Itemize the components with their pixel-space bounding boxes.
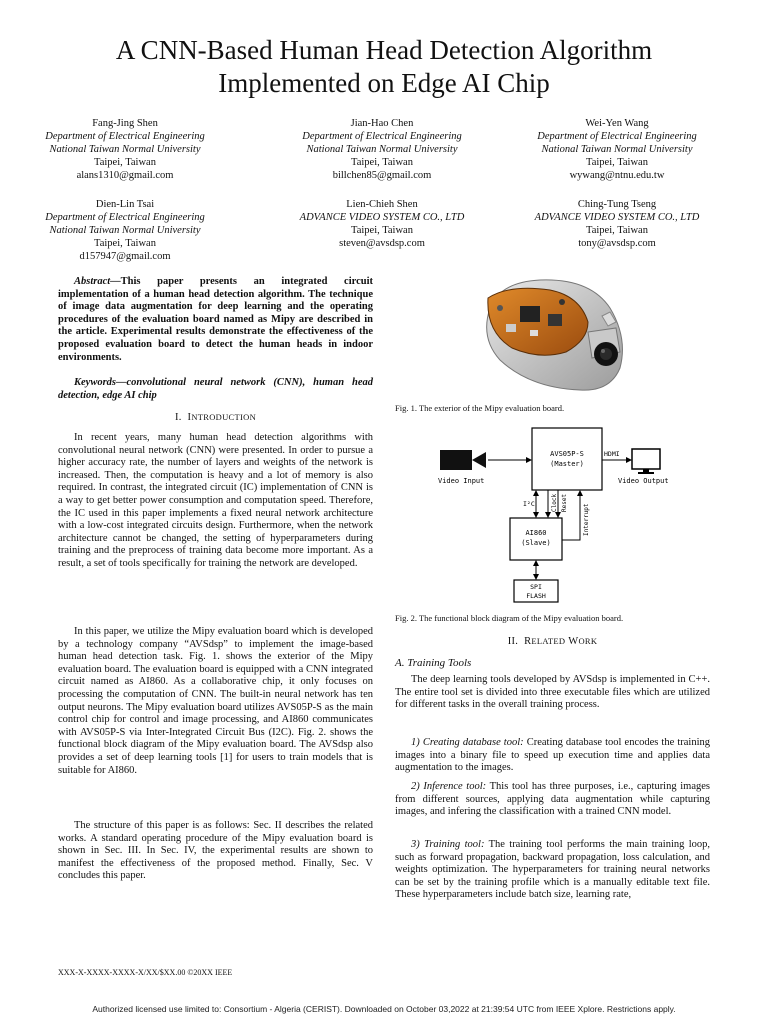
interrupt-label: Interrupt	[583, 503, 590, 536]
intro-paragraph-1	[58, 432, 373, 571]
author-city: Taipei, Taiwan	[586, 225, 648, 236]
author-affiliation: National Taiwan Normal University	[541, 144, 693, 155]
slave-chip-label: AI860	[525, 529, 547, 537]
author-email[interactable]: alans1310@gmail.com	[76, 170, 174, 181]
slave-role-label: (Slave)	[521, 539, 551, 547]
intro-paragraph-2	[58, 626, 373, 777]
section-number: I.	[174, 412, 182, 423]
tool-3-heading: 3) Training tool:	[411, 839, 485, 850]
master-chip-box	[532, 428, 602, 490]
author-block-6	[497, 198, 737, 250]
author-affiliation: ADVANCE VIDEO SYSTEM CO., LTD	[534, 212, 700, 223]
author-city: Taipei, Taiwan	[351, 225, 413, 236]
title-line-1: A CNN-Based Human Head Detection Algorithm	[115, 35, 653, 65]
tools-paragraph-1	[395, 674, 710, 712]
author-city: Taipei, Taiwan	[94, 157, 156, 168]
author-email[interactable]: wywang@ntnu.edu.tw	[569, 170, 665, 181]
author-block-2	[262, 117, 502, 182]
author-block-1	[5, 117, 245, 182]
author-block-4	[5, 198, 245, 263]
video-input-label: Video Input	[438, 477, 485, 485]
keywords	[58, 377, 373, 402]
reset-label: Reset	[561, 493, 568, 512]
author-email[interactable]: d157947@gmail.com	[79, 251, 171, 262]
author-city: Taipei, Taiwan	[94, 238, 156, 249]
section-heading-related-work	[395, 636, 710, 647]
camera-icon	[440, 450, 486, 470]
hdmi-label: HDMI	[604, 450, 620, 458]
author-name: Fang-Jing Shen	[92, 118, 158, 129]
intro-text-2: In this paper, we utilize the Mipy evaluation board which is developed by a technology company “AVSdsp” to implement the image-based human head detection task. Fig. 1. shows the exterior of the Mipy evaluation board. The evaluation board is equipped with a CNN integrated circuit named as AI860. As a collaborative chip, it only focuses on processing the computation of CNN. The built-in neural network has ten output neurons. The Mipy evaluation board utilizes AVS05P-S as the main control chip for control and image processing, and AI860 communicates with AVS05P-S via Inter-Integrated Circuit Bus (I2C). Fig. 2. shows the functional block diagram of the Mipy evaluation board. The AVSdsp also provides a set of deep learning tools [1] for users to train models that is suitable for AI860.	[58, 626, 373, 776]
intro-paragraph-3	[58, 820, 373, 883]
author-name: Wei-Yen Wang	[585, 118, 649, 129]
master-role-label: (Master)	[550, 460, 584, 468]
author-email[interactable]: steven@avsdsp.com	[339, 238, 425, 249]
author-name: Dien-Lin Tsai	[95, 199, 155, 210]
title-line-2: Implemented on Edge AI Chip	[218, 68, 550, 98]
tool-2-text: This tool has three purposes, i.e., capturing images from different sources, applying data augmentation while capturing images, and infering the classification with a trained CNN model.	[395, 781, 710, 818]
abstract-text: —This paper presents an integrated circuit implementation of a human head detection algorithm. The technique of image data augmentation for deep learning and the operating procedures of the evaluation board named as Mipy are described in the article. Experimental results demonstrate the effectiveness of the proposed evaluation board to detect the human heads in indoor environments.	[58, 276, 373, 363]
ieee-copyright-id: XXX-X-XXXX-XXXX-X/XX/$XX.00 ©20XX IEEE	[58, 968, 233, 977]
author-email[interactable]: tony@avsdsp.com	[578, 238, 656, 249]
author-name: Lien-Chieh Shen	[346, 199, 418, 210]
mipy-board-photo	[470, 268, 630, 398]
tools-text-1: The deep learning tools developed by AVSdsp is implemented in C++. The entire tool set is divided into three executable files which are utilized for different tasks in the overall training process.	[395, 674, 710, 711]
tool-2-paragraph	[395, 781, 710, 819]
clock-label: Clock	[551, 493, 558, 512]
video-output-label: Video Output	[618, 477, 669, 485]
abstract-lead: Abstract	[74, 276, 111, 287]
flash-label-2: FLASH	[526, 592, 546, 600]
tool-2-heading: 2) Inference tool:	[411, 781, 487, 792]
author-name: Ching-Tung Tseng	[577, 199, 657, 210]
author-name: Jian-Hao Chen	[350, 118, 414, 129]
author-affiliation: Department of Electrical Engineering	[45, 212, 205, 223]
figure-2-caption: Fig. 2. The functional block diagram of the Mipy evaluation board.	[395, 613, 624, 623]
author-affiliation: National Taiwan Normal University	[49, 144, 201, 155]
subsection-heading-training-tools: A. Training Tools	[395, 657, 472, 669]
tool-3-text: The training tool performs the main training loop, such as forward propagation, backward propagation, loss calculation, and weights optimization. The hyperparameters for training neural networks can be set by the training profile which is a manually editable text file. These hyperparameters include batch size, learning rate,	[395, 839, 710, 901]
master-chip-label: AVS05P-S	[550, 450, 584, 458]
section-title-initial: W	[568, 636, 579, 647]
paper-title	[40, 34, 728, 100]
author-affiliation: ADVANCE VIDEO SYSTEM CO., LTD	[299, 212, 465, 223]
author-city: Taipei, Taiwan	[586, 157, 648, 168]
section-title-rest: NTRODUCTION	[191, 412, 257, 422]
monitor-icon	[632, 449, 660, 474]
author-affiliation: National Taiwan Normal University	[306, 144, 458, 155]
figure-1-caption: Fig. 1. The exterior of the Mipy evaluation board.	[395, 403, 565, 413]
section-number: II.	[507, 636, 519, 647]
tool-1-heading: 1) Creating database tool:	[411, 737, 524, 748]
i2c-label: I²C	[523, 500, 535, 508]
license-notice: Authorized licensed use limited to: Consortium - Algeria (CERIST). Downloaded on October 03,2022 at 21:39:54 UTC from IEEE Xplore. Restrictions apply.	[92, 1004, 676, 1014]
section-title-initial: R	[524, 636, 532, 647]
tool-3-paragraph	[395, 839, 710, 902]
functional-block-diagram	[432, 420, 682, 605]
author-affiliation: Department of Electrical Engineering	[537, 131, 697, 142]
intro-text-3: The structure of this paper is as follows: Sec. II describes the related works. A standard operating procedure of the Mipy evaluation board is shown in Sec. III. In Sec. IV, the experimental results are shown to manifest the effectiveness of the proposed method. Finally, Sec. V concludes this paper.	[58, 820, 373, 882]
author-affiliation: National Taiwan Normal University	[49, 225, 201, 236]
intro-text-1: In recent years, many human head detection algorithms with convolutional neural network (CNN) were presented. In order to pursue a higher accuracy rate, the number of layers and weights of the network is increased. Then, the computation is heavy and a lot of memory is also required. In contrast, the integrated circuit (IC) implementation of CNN is a way to get better power consumption and computation speed. Therefore, the IC used in this paper implements a fixed neural network architecture with a low-cost integrated circuits design. Furthermore, when the network architecture cannot be changed, the setting of hyperparameters during training and the preprocess of training data become more important. As a result, a set of tools specifically for training the network are developed.	[58, 432, 373, 569]
author-affiliation: Department of Electrical Engineering	[302, 131, 462, 142]
author-email[interactable]: billchen85@gmail.com	[332, 170, 432, 181]
section-heading-introduction	[58, 412, 373, 423]
author-block-5	[262, 198, 502, 250]
author-block-3	[497, 117, 737, 182]
tool-1-text: Creating database tool encodes the training images into a binary file to speed up execution time and applies data augmentation to the images.	[395, 737, 710, 774]
flash-label-1: SPI	[530, 583, 542, 591]
author-affiliation: Department of Electrical Engineering	[45, 131, 205, 142]
tool-1-paragraph	[395, 737, 710, 775]
section-title-rest: ELATED	[531, 636, 566, 646]
section-title-rest: ORK	[578, 636, 598, 646]
abstract	[58, 276, 373, 364]
keywords-text: Keywords—convolutional neural network (CNN), human head detection, edge AI chip	[58, 377, 373, 401]
author-city: Taipei, Taiwan	[351, 157, 413, 168]
section-title-initial: I	[187, 412, 192, 423]
